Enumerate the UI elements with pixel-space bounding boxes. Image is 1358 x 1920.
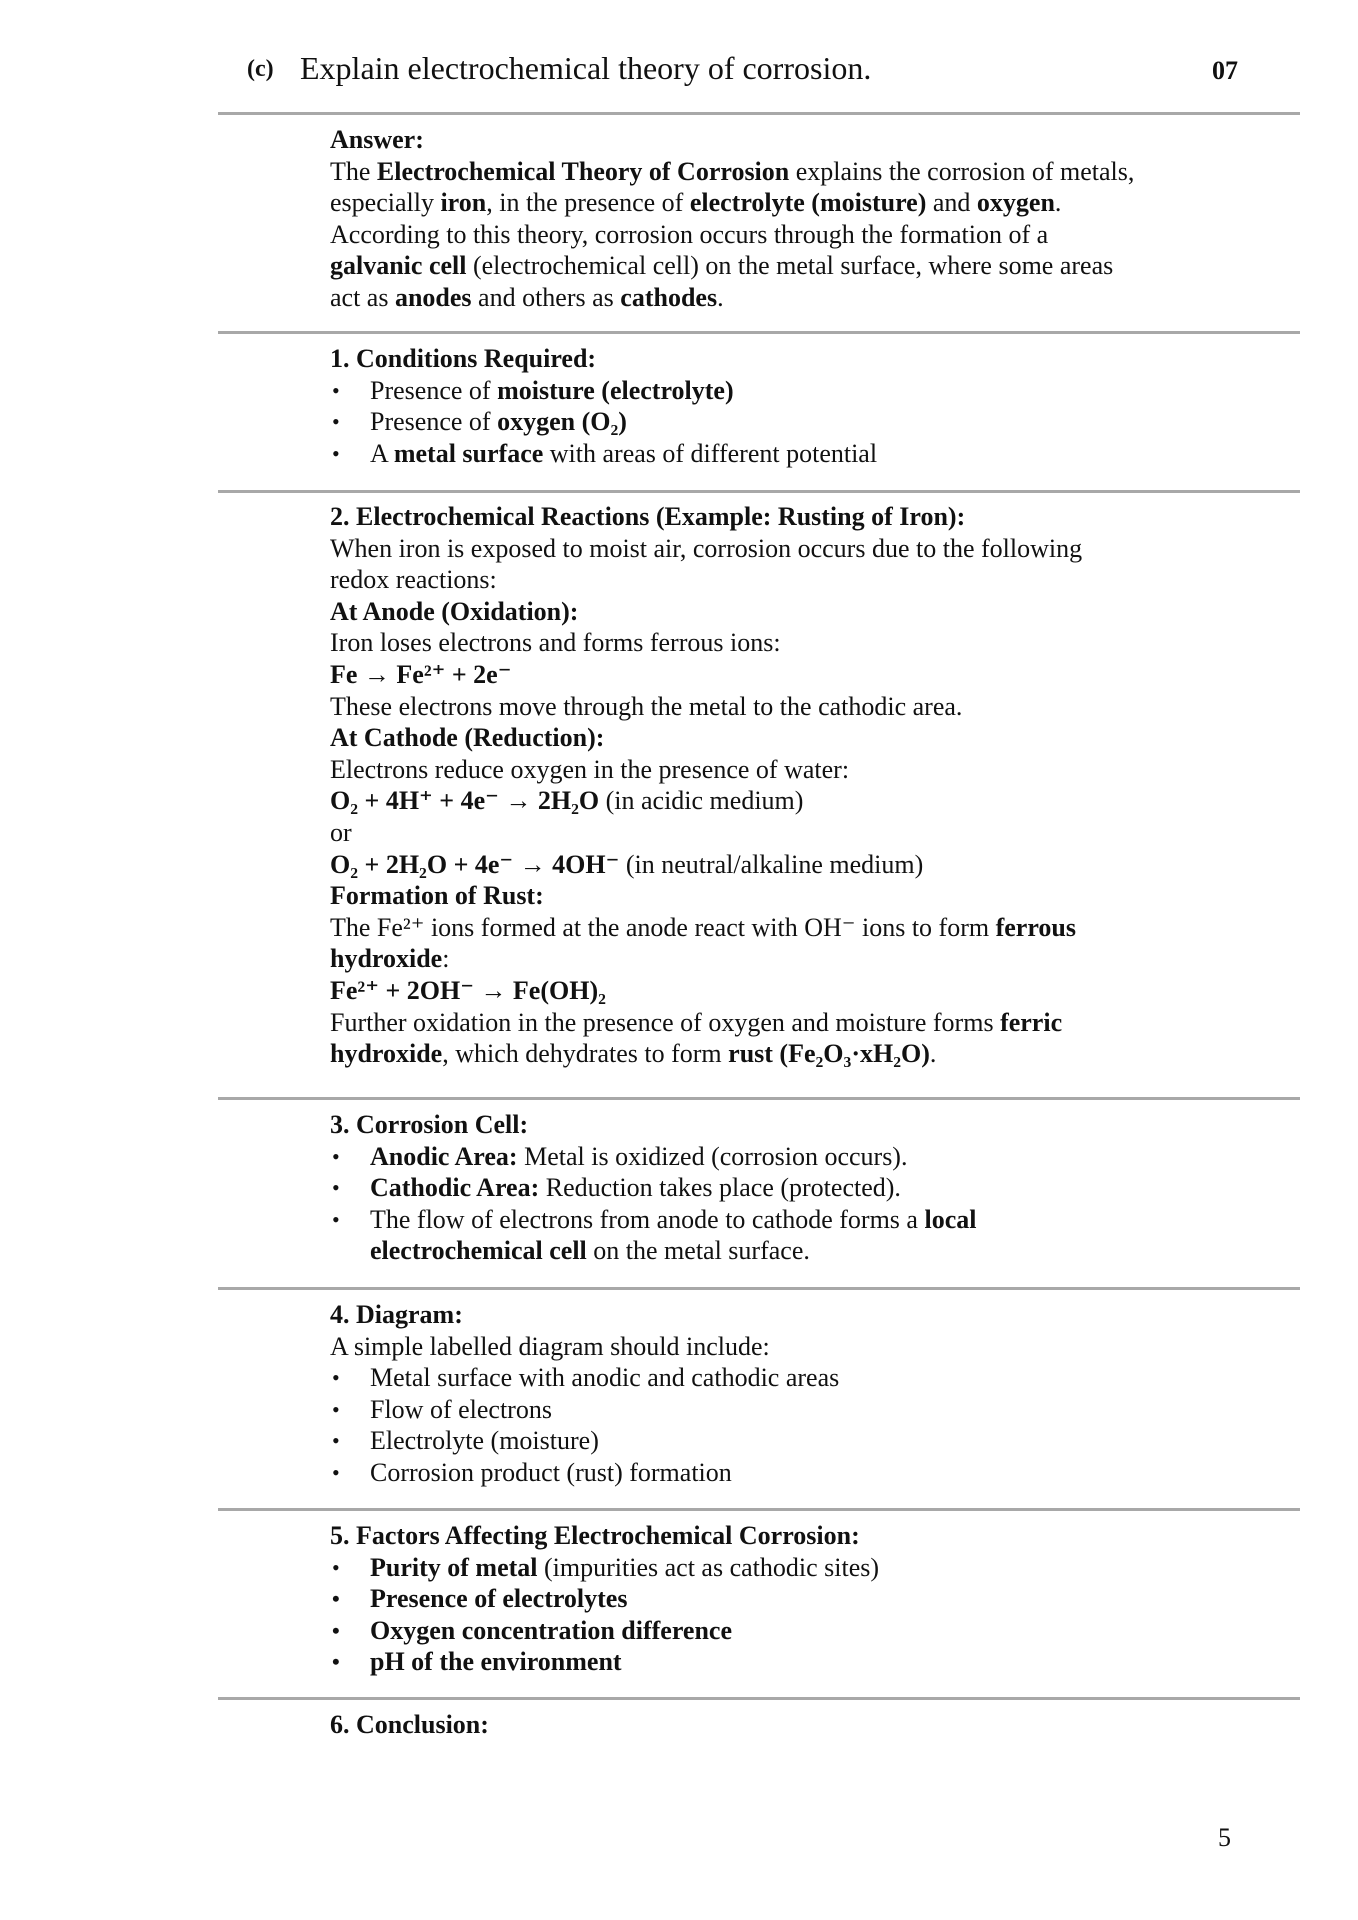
diagram-item: • Flow of electrons <box>330 1394 1260 1426</box>
section-divider <box>218 112 1300 115</box>
conditions-section <box>330 343 1260 469</box>
conclusion-section <box>330 1709 1260 1741</box>
answer-intro-line: galvanic cell (electrochemical cell) on the metal surface, where some areas <box>330 251 1114 281</box>
corrosion-cell-item: • Cathodic Area: Reduction takes place (protected). <box>330 1172 1260 1204</box>
further-oxidation-text: hydroxide, which dehydrates to form rust (Fe₂O₃·xH₂O). <box>330 1039 937 1069</box>
reactions-section <box>330 501 1260 1070</box>
reactions-intro: redox reactions: <box>330 565 497 595</box>
section-divider <box>218 1287 1300 1290</box>
conditions-heading: 1. Conditions Required: <box>330 344 597 373</box>
answer-section <box>330 124 1260 314</box>
further-oxidation-text: Further oxidation in the presence of oxygen and moisture forms ferric <box>330 1007 1063 1037</box>
answer-heading: Answer: <box>330 125 424 154</box>
section-divider <box>218 1508 1300 1511</box>
question-marks: 07 <box>1212 56 1238 85</box>
factors-section <box>330 1520 1260 1678</box>
rust-text: hydroxide: <box>330 944 450 974</box>
factors-heading: 5. Factors Affecting Electrochemical Corrosion: <box>330 1521 860 1550</box>
anode-text: Iron loses electrons and forms ferrous ions: <box>330 628 781 658</box>
cathode-equation-acidic: O₂ + 4H⁺ + 4e⁻ → 2H₂O (in acidic medium) <box>330 786 804 816</box>
answer-intro-line: especially iron, in the presence of electrolyte (moisture) and oxygen. <box>330 188 1062 218</box>
factors-item: • Oxygen concentration difference <box>330 1615 1260 1647</box>
reactions-intro: When iron is exposed to moist air, corrosion occurs due to the following <box>330 533 1083 563</box>
factors-item: • Presence of electrolytes <box>330 1583 1260 1615</box>
page-number: 5 <box>1218 1823 1231 1852</box>
diagram-section <box>330 1299 1260 1489</box>
answer-intro-line: act as anodes and others as cathodes. <box>330 282 724 312</box>
section-divider <box>218 1697 1300 1700</box>
anode-equation: Fe → Fe²⁺ + 2e⁻ <box>330 659 512 689</box>
rust-heading: Formation of Rust: <box>330 881 544 911</box>
anode-note: These electrons move through the metal to the cathodic area. <box>330 691 963 721</box>
section-divider <box>218 1097 1300 1100</box>
rust-equation: Fe²⁺ + 2OH⁻ → Fe(OH)₂ <box>330 975 606 1005</box>
corrosion-cell-section <box>330 1109 1260 1267</box>
answer-intro-line: The Electrochemical Theory of Corrosion explains the corrosion of metals, <box>330 156 1135 186</box>
diagram-item: • Electrolyte (moisture) <box>330 1425 1260 1457</box>
corrosion-cell-item: • Anodic Area: Metal is oxidized (corrosion occurs). <box>330 1141 1260 1173</box>
cathode-equation-neutral: O₂ + 2H₂O + 4e⁻ → 4OH⁻ (in neutral/alkaline medium) <box>330 849 924 879</box>
anode-heading: At Anode (Oxidation): <box>330 596 579 626</box>
question-header <box>0 50 1358 100</box>
question-label: (c) <box>247 56 274 82</box>
reactions-heading: 2. Electrochemical Reactions (Example: Rusting of Iron): <box>330 502 966 531</box>
factors-item: • Purity of metal (impurities act as cathodic sites) <box>330 1552 1260 1584</box>
conditions-item: • A metal surface with areas of different potential <box>330 438 1260 470</box>
diagram-intro: A simple labelled diagram should include: <box>330 1331 770 1361</box>
cathode-heading: At Cathode (Reduction): <box>330 723 605 753</box>
conclusion-heading: 6. Conclusion: <box>330 1710 489 1739</box>
answer-intro-line: According to this theory, corrosion occurs through the formation of a <box>330 219 1049 249</box>
or-text: or <box>330 817 352 847</box>
diagram-item: • Corrosion product (rust) formation <box>330 1457 1260 1489</box>
factors-item: • pH of the environment <box>330 1646 1260 1678</box>
section-divider <box>218 331 1300 334</box>
conditions-item: • Presence of oxygen (O₂) <box>330 406 1260 438</box>
conditions-item: • Presence of moisture (electrolyte) <box>330 375 1260 407</box>
cathode-text: Electrons reduce oxygen in the presence of water: <box>330 754 850 784</box>
corrosion-cell-heading: 3. Corrosion Cell: <box>330 1110 529 1139</box>
diagram-item: • Metal surface with anodic and cathodic areas <box>330 1362 1260 1394</box>
diagram-heading: 4. Diagram: <box>330 1300 463 1329</box>
section-divider <box>218 490 1300 493</box>
corrosion-cell-item: • The flow of electrons from anode to cathode forms a local electrochemical cell on the metal surface. <box>330 1204 1260 1267</box>
question-text: Explain electrochemical theory of corrosion. <box>300 50 872 86</box>
rust-text: The Fe²⁺ ions formed at the anode react with OH⁻ ions to form ferrous <box>330 912 1076 942</box>
